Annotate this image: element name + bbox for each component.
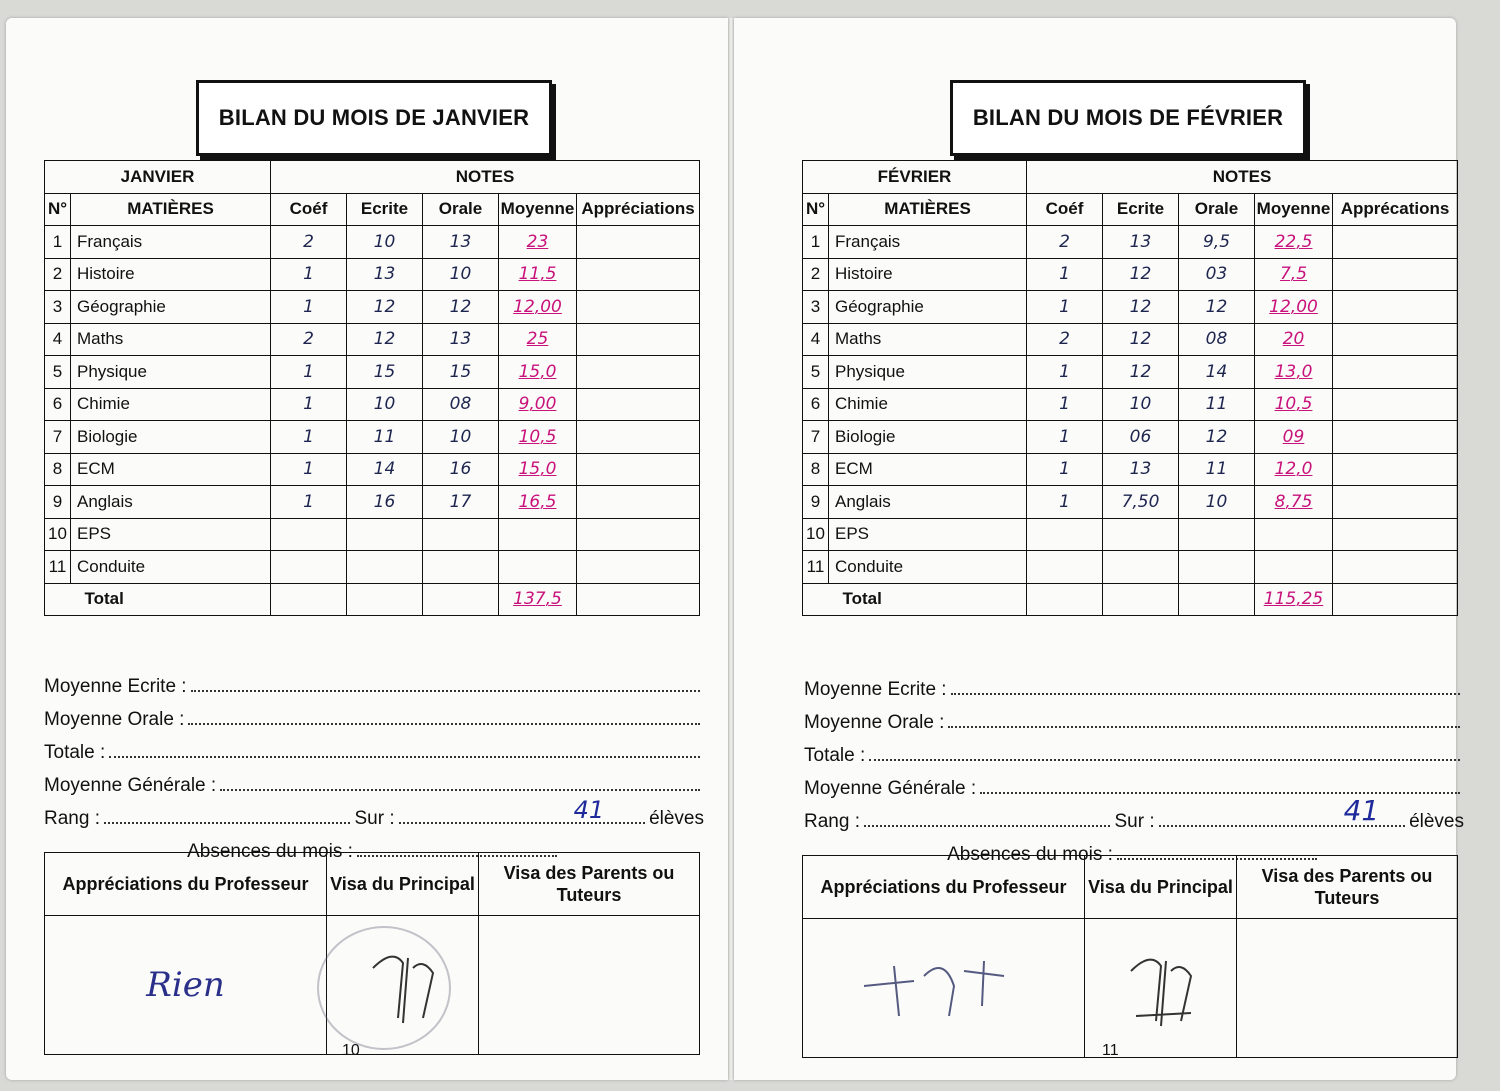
coef-value: 1 xyxy=(271,486,347,519)
summary-section xyxy=(804,668,1464,866)
grades-table xyxy=(44,160,700,616)
subject-name: Anglais xyxy=(829,486,1027,519)
row-number: 6 xyxy=(45,388,71,421)
table-row xyxy=(45,453,700,486)
moyenne-value: 20 xyxy=(1255,323,1333,356)
orale-value: 14 xyxy=(1179,356,1255,389)
signature-icon xyxy=(854,946,1034,1026)
orale-value: 10 xyxy=(423,421,499,454)
ecrite-value: 06 xyxy=(1103,421,1179,454)
total-label: Total xyxy=(829,583,1027,616)
col-appreciations: Appréciations xyxy=(577,193,700,226)
row-number: 8 xyxy=(803,453,829,486)
appreciation-cell xyxy=(1333,356,1458,389)
col-orale: Orale xyxy=(1179,193,1255,226)
row-number: 2 xyxy=(803,258,829,291)
row-number: 10 xyxy=(803,518,829,551)
appreciation-cell xyxy=(577,226,700,259)
signature-icon xyxy=(1121,941,1201,1031)
moyenne-value: 12,0 xyxy=(1255,453,1333,486)
subject-name: Chimie xyxy=(829,388,1027,421)
col-coef: Coéf xyxy=(271,193,347,226)
moyenne-value: 13,0 xyxy=(1255,356,1333,389)
grades-table xyxy=(802,160,1458,616)
eleves-label: élèves xyxy=(1409,811,1464,832)
visa-principal-header: Visa du Principal xyxy=(327,853,479,916)
total-label: Total xyxy=(71,583,271,616)
table-row xyxy=(803,551,1458,584)
total-value: 115,25 xyxy=(1255,583,1333,616)
row-number: 4 xyxy=(45,323,71,356)
moyenne-value: 8,75 xyxy=(1255,486,1333,519)
orale-value: 12 xyxy=(1179,291,1255,324)
appreciation-cell xyxy=(577,486,700,519)
rang-label: Rang : xyxy=(44,808,100,829)
subject-name: Physique xyxy=(71,356,271,389)
ecrite-value: 7,50 xyxy=(1103,486,1179,519)
moyenne-value: 11,5 xyxy=(499,258,577,291)
subject-name: ECM xyxy=(829,453,1027,486)
coef-value xyxy=(1027,551,1103,584)
notes-header: NOTES xyxy=(1027,161,1458,194)
appreciation-cell xyxy=(1333,518,1458,551)
orale-value: 10 xyxy=(423,258,499,291)
moyenne-value xyxy=(1255,518,1333,551)
appreciation-cell xyxy=(1333,453,1458,486)
subject-name: Géographie xyxy=(829,291,1027,324)
orale-value: 9,5 xyxy=(1179,226,1255,259)
table-row xyxy=(803,518,1458,551)
coef-value xyxy=(1027,518,1103,551)
month-header: JANVIER xyxy=(45,161,271,194)
appreciation-cell xyxy=(1333,388,1458,421)
ecrite-value: 12 xyxy=(347,291,423,324)
table-row xyxy=(803,486,1458,519)
visa-parents-header: Visa des Parents ou Tuteurs xyxy=(1237,856,1458,919)
ecrite-value: 12 xyxy=(1103,323,1179,356)
orale-value: 16 xyxy=(423,453,499,486)
moyenne-generale-field xyxy=(980,792,1460,794)
ecrite-value: 13 xyxy=(1103,226,1179,259)
month-header: FÉVRIER xyxy=(803,161,1027,194)
orale-value: 10 xyxy=(1179,486,1255,519)
moyenne-ecrite-label: Moyenne Ecrite : xyxy=(804,679,947,700)
coef-value xyxy=(271,518,347,551)
coef-value: 1 xyxy=(271,356,347,389)
eleves-label: élèves xyxy=(649,808,704,829)
visa-prof-header: Appréciations du Professeur xyxy=(45,853,327,916)
moyenne-value: 7,5 xyxy=(1255,258,1333,291)
row-number: 11 xyxy=(45,551,71,584)
moyenne-value: 12,00 xyxy=(499,291,577,324)
appreciation-cell xyxy=(1333,226,1458,259)
moyenne-ecrite-field xyxy=(951,693,1460,695)
coef-value: 1 xyxy=(271,421,347,454)
moyenne-value xyxy=(1255,551,1333,584)
col-coef: Coéf xyxy=(1027,193,1103,226)
sur-label: Sur : xyxy=(354,808,395,829)
parents-signature-cell xyxy=(479,916,700,1055)
moyenne-value: 9,00 xyxy=(499,388,577,421)
table-row xyxy=(803,356,1458,389)
totale-label: Totale : xyxy=(804,745,866,766)
col-moyenne: Moyenne xyxy=(1255,193,1333,226)
ecrite-value: 12 xyxy=(347,323,423,356)
coef-value: 1 xyxy=(271,388,347,421)
coef-value: 2 xyxy=(271,226,347,259)
table-row xyxy=(45,291,700,324)
moyenne-orale-field xyxy=(188,723,700,725)
orale-value xyxy=(1179,518,1255,551)
ecrite-value xyxy=(1103,518,1179,551)
coef-value: 1 xyxy=(1027,486,1103,519)
notes-header: NOTES xyxy=(271,161,700,194)
table-row xyxy=(45,421,700,454)
table-row xyxy=(803,323,1458,356)
visa-prof-header: Appréciations du Professeur xyxy=(803,856,1085,919)
prof-handwritten-note: Rien xyxy=(146,965,225,1005)
moyenne-value: 23 xyxy=(499,226,577,259)
rang-label: Rang : xyxy=(804,811,860,832)
table-row xyxy=(45,388,700,421)
ecrite-value: 12 xyxy=(1103,291,1179,324)
totale-field xyxy=(869,759,1460,761)
principal-signature-cell xyxy=(327,916,479,1055)
totale-field xyxy=(109,756,700,758)
table-row xyxy=(45,323,700,356)
subject-name: Maths xyxy=(71,323,271,356)
subject-name: Français xyxy=(829,226,1027,259)
sur-label: Sur : xyxy=(1114,811,1155,832)
visa-parents-header: Visa des Parents ou Tuteurs xyxy=(479,853,700,916)
coef-value: 1 xyxy=(271,258,347,291)
table-row xyxy=(803,388,1458,421)
appreciation-cell xyxy=(1333,551,1458,584)
appreciation-cell xyxy=(577,291,700,324)
appreciation-cell xyxy=(577,323,700,356)
rang-field xyxy=(864,825,1110,827)
col-moyenne: Moyenne xyxy=(499,193,577,226)
appreciation-cell xyxy=(577,551,700,584)
page-title: BILAN DU MOIS DE FÉVRIER xyxy=(950,80,1306,156)
orale-value: 12 xyxy=(1179,421,1255,454)
coef-value: 1 xyxy=(1027,453,1103,486)
moyenne-value: 10,5 xyxy=(1255,388,1333,421)
appreciation-cell xyxy=(577,421,700,454)
coef-value: 1 xyxy=(1027,291,1103,324)
subject-name: Chimie xyxy=(71,388,271,421)
page-title: BILAN DU MOIS DE JANVIER xyxy=(196,80,552,156)
moyenne-value: 10,5 xyxy=(499,421,577,454)
row-number: 1 xyxy=(45,226,71,259)
moyenne-generale-field xyxy=(220,789,700,791)
moyenne-value: 22,5 xyxy=(1255,226,1333,259)
table-row xyxy=(803,258,1458,291)
table-row xyxy=(45,486,700,519)
ecrite-value: 10 xyxy=(1103,388,1179,421)
table-row xyxy=(803,453,1458,486)
subject-name: Biologie xyxy=(829,421,1027,454)
table-row xyxy=(45,518,700,551)
orale-value: 08 xyxy=(1179,323,1255,356)
sur-value: 41 xyxy=(573,796,605,824)
ecrite-value: 15 xyxy=(347,356,423,389)
subject-name: Conduite xyxy=(829,551,1027,584)
col-subjects: MATIÈRES xyxy=(829,193,1027,226)
moyenne-orale-label: Moyenne Orale : xyxy=(44,709,185,730)
coef-value: 2 xyxy=(1027,323,1103,356)
coef-value: 1 xyxy=(271,453,347,486)
orale-value: 13 xyxy=(423,226,499,259)
appreciation-cell xyxy=(577,518,700,551)
subject-name: EPS xyxy=(829,518,1027,551)
col-ecrite: Ecrite xyxy=(1103,193,1179,226)
page-number: 11 xyxy=(1102,1042,1119,1059)
row-number: 6 xyxy=(803,388,829,421)
rang-field xyxy=(104,822,350,824)
coef-value: 1 xyxy=(1027,258,1103,291)
orale-value: 17 xyxy=(423,486,499,519)
summary-section xyxy=(44,665,704,863)
table-row xyxy=(803,291,1458,324)
subject-name: Conduite xyxy=(71,551,271,584)
orale-value: 12 xyxy=(423,291,499,324)
moyenne-generale-label: Moyenne Générale : xyxy=(804,778,977,799)
ecrite-value: 13 xyxy=(347,258,423,291)
table-row xyxy=(45,551,700,584)
row-number: 7 xyxy=(45,421,71,454)
subject-name: Maths xyxy=(829,323,1027,356)
orale-value: 08 xyxy=(423,388,499,421)
orale-value xyxy=(423,551,499,584)
table-row xyxy=(45,356,700,389)
moyenne-orale-field xyxy=(948,726,1460,728)
ecrite-value xyxy=(347,551,423,584)
appreciation-cell xyxy=(1333,258,1458,291)
total-value: 137,5 xyxy=(499,583,577,616)
coef-value: 1 xyxy=(1027,388,1103,421)
row-number: 1 xyxy=(803,226,829,259)
moyenne-value: 09 xyxy=(1255,421,1333,454)
row-number: 3 xyxy=(45,291,71,324)
absences-label: Absences du mois : xyxy=(947,844,1113,865)
sur-value: 41 xyxy=(1343,794,1380,827)
orale-value xyxy=(423,518,499,551)
appreciation-cell xyxy=(577,356,700,389)
row-number: 2 xyxy=(45,258,71,291)
col-number: N° xyxy=(803,193,829,226)
appreciation-cell xyxy=(1333,421,1458,454)
subject-name: ECM xyxy=(71,453,271,486)
appreciation-cell xyxy=(1333,486,1458,519)
col-subjects: MATIÈRES xyxy=(71,193,271,226)
coef-value: 1 xyxy=(1027,421,1103,454)
moyenne-generale-label: Moyenne Générale : xyxy=(44,775,217,796)
moyenne-value: 25 xyxy=(499,323,577,356)
appreciation-cell xyxy=(1333,323,1458,356)
appreciation-cell xyxy=(577,453,700,486)
moyenne-value: 16,5 xyxy=(499,486,577,519)
col-ecrite: Ecrite xyxy=(347,193,423,226)
prof-signature-cell xyxy=(803,919,1085,1058)
moyenne-value xyxy=(499,551,577,584)
principal-signature-cell xyxy=(1085,919,1237,1058)
orale-value: 11 xyxy=(1179,453,1255,486)
visa-principal-header: Visa du Principal xyxy=(1085,856,1237,919)
row-number: 5 xyxy=(45,356,71,389)
ecrite-value: 12 xyxy=(1103,356,1179,389)
ecrite-value: 14 xyxy=(347,453,423,486)
ecrite-value: 16 xyxy=(347,486,423,519)
row-number: 9 xyxy=(803,486,829,519)
row-number: 3 xyxy=(803,291,829,324)
subject-name: Histoire xyxy=(71,258,271,291)
coef-value: 2 xyxy=(271,323,347,356)
stamp-icon xyxy=(317,926,451,1050)
coef-value: 1 xyxy=(271,291,347,324)
orale-value: 13 xyxy=(423,323,499,356)
coef-value xyxy=(271,551,347,584)
moyenne-value xyxy=(499,518,577,551)
col-appreciations: Apprécations xyxy=(1333,193,1458,226)
sur-field xyxy=(399,796,645,824)
col-orale: Orale xyxy=(423,193,499,226)
subject-name: Physique xyxy=(829,356,1027,389)
row-number: 10 xyxy=(45,518,71,551)
table-row xyxy=(45,258,700,291)
subject-name: Géographie xyxy=(71,291,271,324)
appreciation-cell xyxy=(577,388,700,421)
subject-name: Anglais xyxy=(71,486,271,519)
subject-name: Histoire xyxy=(829,258,1027,291)
orale-value: 15 xyxy=(423,356,499,389)
moyenne-value: 15,0 xyxy=(499,453,577,486)
page-february xyxy=(734,18,1464,1080)
sur-field xyxy=(1159,794,1405,827)
ecrite-value: 11 xyxy=(347,421,423,454)
ecrite-value xyxy=(347,518,423,551)
row-number: 4 xyxy=(803,323,829,356)
row-number: 5 xyxy=(803,356,829,389)
grade-rows xyxy=(45,226,700,584)
moyenne-orale-label: Moyenne Orale : xyxy=(804,712,945,733)
page-number: 10 xyxy=(342,1042,360,1059)
ecrite-value: 10 xyxy=(347,226,423,259)
row-number: 8 xyxy=(45,453,71,486)
moyenne-value: 12,00 xyxy=(1255,291,1333,324)
grade-rows xyxy=(803,226,1458,584)
ecrite-value: 13 xyxy=(1103,453,1179,486)
subject-name: Français xyxy=(71,226,271,259)
coef-value: 2 xyxy=(1027,226,1103,259)
visa-table xyxy=(802,855,1458,1058)
totale-label: Totale : xyxy=(44,742,106,763)
orale-value xyxy=(1179,551,1255,584)
moyenne-ecrite-field xyxy=(191,690,700,692)
ecrite-value: 10 xyxy=(347,388,423,421)
moyenne-value: 15,0 xyxy=(499,356,577,389)
subject-name: Biologie xyxy=(71,421,271,454)
moyenne-ecrite-label: Moyenne Ecrite : xyxy=(44,676,187,697)
appreciation-cell xyxy=(577,258,700,291)
table-row xyxy=(803,421,1458,454)
row-number: 11 xyxy=(803,551,829,584)
orale-value: 03 xyxy=(1179,258,1255,291)
col-number: N° xyxy=(45,193,71,226)
absences-label: Absences du mois : xyxy=(187,841,353,862)
orale-value: 11 xyxy=(1179,388,1255,421)
coef-value: 1 xyxy=(1027,356,1103,389)
ecrite-value xyxy=(1103,551,1179,584)
table-row xyxy=(45,226,700,259)
parents-signature-cell xyxy=(1237,919,1458,1058)
table-row xyxy=(803,226,1458,259)
ecrite-value: 12 xyxy=(1103,258,1179,291)
row-number: 9 xyxy=(45,486,71,519)
row-number: 7 xyxy=(803,421,829,454)
page-january xyxy=(6,18,728,1080)
visa-table xyxy=(44,852,700,1055)
subject-name: EPS xyxy=(71,518,271,551)
appreciation-cell xyxy=(1333,291,1458,324)
